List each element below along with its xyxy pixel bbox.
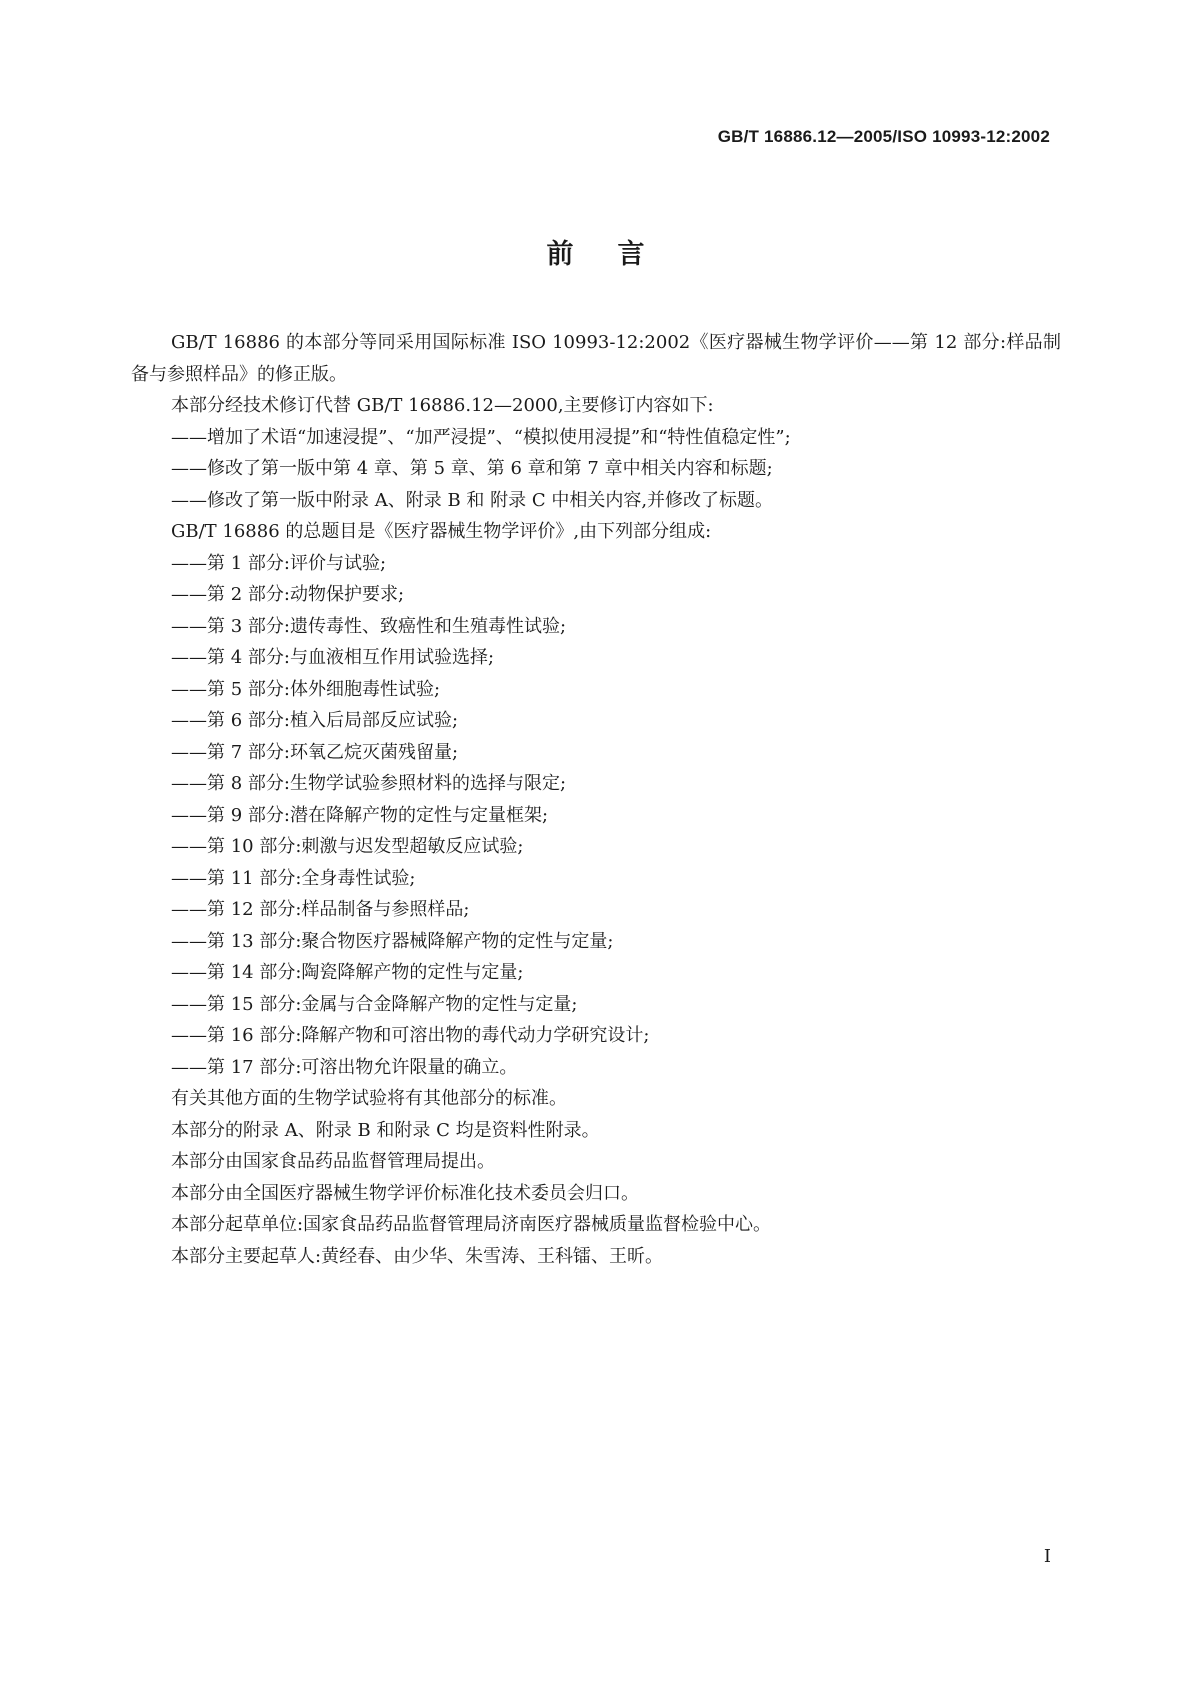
revision-item: ——修改了第一版中附录 A、附录 B 和 附录 C 中相关内容,并修改了标题。	[171, 489, 774, 511]
closing-paragraph: 本部分主要起草人:黄经春、由少华、朱雪涛、王科镭、王昕。	[171, 1245, 664, 1267]
standard-code-header: GB/T 16886.12—2005/ISO 10993-12:2002	[717, 127, 1050, 146]
part-item: ——第 16 部分:降解产物和可溶出物的毒代动力学研究设计;	[171, 1025, 650, 1046]
part-item: ——第 10 部分:刺激与迟发型超敏反应试验;	[171, 836, 524, 857]
closing-paragraph: 本部分由国家食品药品监督管理局提出。	[171, 1151, 495, 1172]
part-item: ——第 1 部分:评价与试验;	[171, 552, 387, 574]
part-item: ——第 7 部分:环氧乙烷灭菌残留量;	[171, 741, 459, 763]
closing-paragraph: 有关其他方面的生物学试验将有其他部分的标准。	[171, 1088, 567, 1109]
part-item: ——第 8 部分:生物学试验参照材料的选择与限定;	[171, 773, 567, 794]
part-item: ——第 4 部分:与血液相互作用试验选择;	[171, 647, 495, 668]
page-number: I	[1043, 1546, 1051, 1567]
part-item: ——第 15 部分:金属与合金降解产物的定性与定量;	[171, 993, 578, 1015]
page-title: 前言	[546, 239, 689, 270]
part-item: ——第 2 部分:动物保护要求;	[171, 584, 405, 605]
part-item: ——第 9 部分:潜在降解产物的定性与定量框架;	[171, 804, 549, 826]
intro-paragraph: GB/T 16886 的本部分等同采用国际标准 ISO 10993-12:2002《医疗器械生物学评价——第 12 部分:样品制备与参照样品》的修正版。	[131, 332, 1061, 385]
part-item: ——第 17 部分:可溶出物允许限量的确立。	[171, 1056, 518, 1078]
parts-intro: GB/T 16886 的总题目是《医疗器械生物学评价》,由下列部分组成:	[171, 521, 712, 542]
part-item: ——第 12 部分:样品制备与参照样品;	[171, 899, 470, 920]
closing-paragraph: 本部分由全国医疗器械生物学评价标准化技术委员会归口。	[171, 1182, 639, 1204]
part-item: ——第 6 部分:植入后局部反应试验;	[171, 710, 459, 731]
part-item: ——第 3 部分:遗传毒性、致癌性和生殖毒性试验;	[171, 615, 567, 637]
part-item: ——第 14 部分:陶瓷降解产物的定性与定量;	[171, 962, 524, 983]
part-item: ——第 5 部分:体外细胞毒性试验;	[171, 678, 441, 700]
preface-body	[131, 327, 1061, 1272]
closing-paragraph: 本部分起草单位:国家食品药品监督管理局济南医疗器械质量监督检验中心。	[171, 1214, 772, 1235]
revision-item: ——修改了第一版中第 4 章、第 5 章、第 6 章和第 7 章中相关内容和标题;	[171, 458, 773, 479]
closing-paragraph: 本部分的附录 A、附录 B 和附录 C 均是资料性附录。	[171, 1119, 600, 1141]
part-item: ——第 11 部分:全身毒性试验;	[171, 867, 416, 889]
revision-intro: 本部分经技术修订代替 GB/T 16886.12—2000,主要修订内容如下:	[171, 395, 714, 416]
revision-item: ——增加了术语“加速浸提”、“加严浸提”、“模拟使用浸提”和“特性值稳定性”;	[171, 426, 791, 448]
part-item: ——第 13 部分:聚合物医疗器械降解产物的定性与定量;	[171, 930, 614, 952]
